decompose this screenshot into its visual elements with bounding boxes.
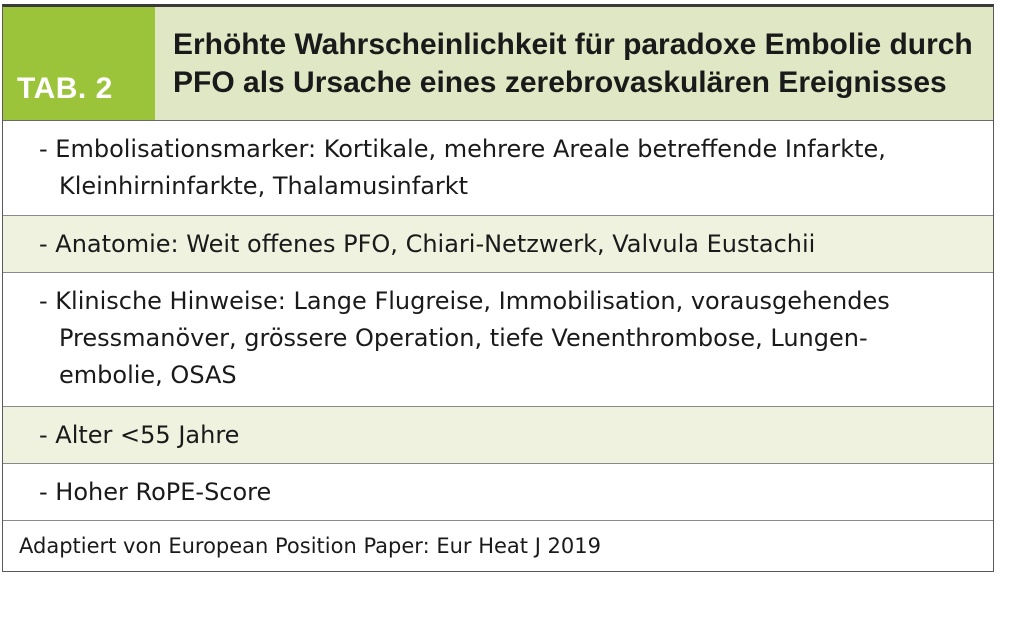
table-row-age: [3, 407, 993, 464]
row-line: - Klinische Hinweise: Lange Flugreise, Immobilisation, vorausgehendes: [39, 287, 890, 315]
row-line: Kleinhirninfarkte, Thalamusinfarkt: [59, 172, 469, 200]
row-line: - Embolisationsmarker: Kortikale, mehrere Areale betreffende Infarkte,: [39, 135, 886, 163]
table-row-anatomy: [3, 216, 993, 273]
table-row-rope: [3, 464, 993, 521]
row-line: - Anatomie: Weit offenes PFO, Chiari-Netzwerk, Valvula Eustachii: [39, 230, 816, 258]
table-row-embolisation: [3, 121, 993, 216]
row-line: embolie, OSAS: [59, 361, 237, 389]
table-title: [155, 7, 993, 120]
info-table: [2, 4, 994, 572]
row-line: - Alter <55 Jahre: [39, 421, 240, 449]
row-line: Pressmanöver, grössere Operation, tiefe Venenthrombose, Lungen-: [59, 324, 868, 352]
table-row-clinical: [3, 273, 993, 407]
table-title-line-1: Erhöhte Wahrscheinlichkeit für paradoxe Embolie durch: [173, 28, 973, 61]
row-line: - Hoher RoPE-Score: [39, 478, 272, 506]
table-header: [3, 7, 993, 121]
table-number-label: TAB. 2: [3, 7, 155, 120]
table-title-line-2: PFO als Ursache eines zerebrovaskulären Ereignisses: [173, 66, 947, 99]
table-footnote: Adaptiert von European Position Paper: Eur Heat J 2019: [3, 521, 993, 571]
